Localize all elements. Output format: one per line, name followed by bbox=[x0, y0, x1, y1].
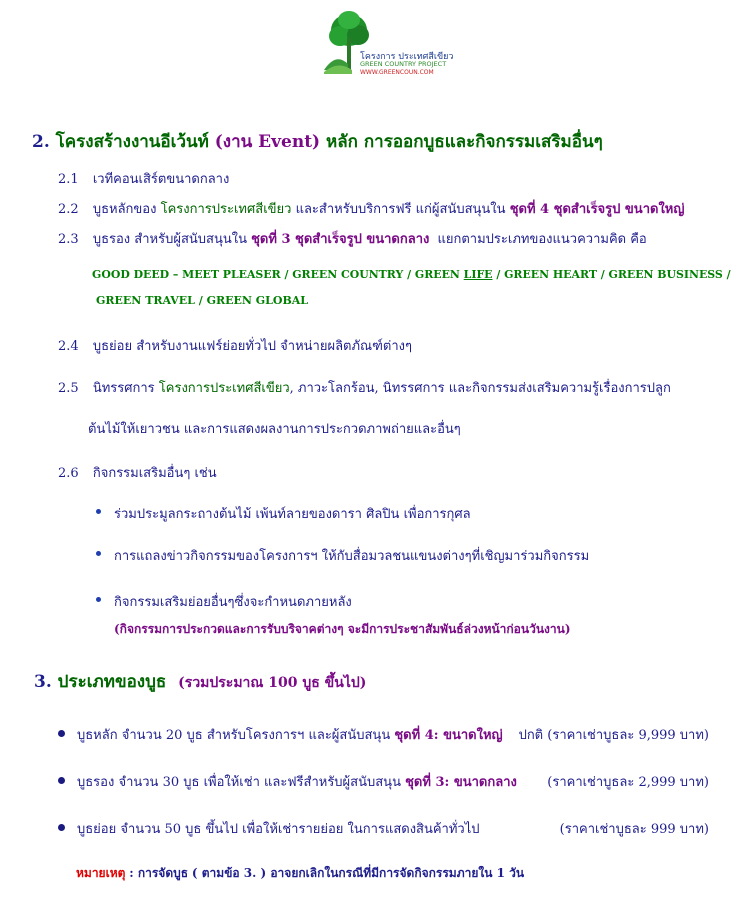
concept-tag-life: LIFE bbox=[463, 268, 493, 281]
logo-thai-name: โครงการ ประเทศสีเขียว bbox=[360, 52, 454, 62]
remark-text-a: : การจัดบูธ bbox=[129, 866, 189, 880]
item-2-2 bbox=[58, 198, 684, 219]
bullet-icon bbox=[96, 597, 101, 602]
item-2-4 bbox=[58, 335, 412, 356]
item-number: 2.1 bbox=[58, 172, 79, 187]
item-text: แยกตามประเภทของแนวความคิด คือ bbox=[437, 232, 647, 247]
item-2-6 bbox=[58, 462, 217, 483]
section3-title: ประเภทของบูธ bbox=[57, 672, 167, 692]
item-text: บูธหลักของ bbox=[92, 202, 157, 217]
item-number: 2.4 bbox=[58, 339, 79, 354]
section3-subtitle: (รวมประมาณ 100 บูธ ขึ้นไป) bbox=[178, 675, 367, 691]
logo-url: WWW.GREENCOUN.COM bbox=[360, 69, 434, 76]
item-text: บูธรอง สำหรับผู้สนับสนุนใน bbox=[92, 232, 247, 247]
item-text: กิจกรรมเสริมอื่นๆ เช่น bbox=[92, 466, 217, 481]
remark-text-b: ( ตามข้อ 3. ) อาจยกเลิกในกรณีที่มีการจัดกิจกรรมภายใน 1 วัน bbox=[191, 866, 525, 880]
booth-package: ชุดที่ 3: ขนาดกลาง bbox=[405, 775, 517, 790]
item-text: บูธย่อย สำหรับงานแฟร์ย่อยทั่วไป จำหน่ายผลิตภัณฑ์ต่างๆ bbox=[92, 339, 412, 354]
section3-heading bbox=[34, 668, 366, 695]
package-name: ชุดที่ 3 ชุดสำเร็จรูป ขนาดกลาง bbox=[251, 232, 430, 247]
item-number: 2.5 bbox=[58, 381, 79, 396]
item-2-5-line2: ต้นไม้ให้เยาวชน และการแสดงผลงานการประกวดภาพถ่ายและอื่นๆ bbox=[88, 422, 461, 437]
booth-price: ปกติ (ราคาเช่าบูธละ 9,999 บาท) bbox=[518, 728, 709, 743]
item-text: และสำหรับบริการฟรี แก่ผู้สนับสนุนใน bbox=[295, 202, 506, 217]
concept-tags-line2: GREEN TRAVEL / GREEN GLOBAL bbox=[96, 294, 309, 307]
item-2-1 bbox=[58, 168, 229, 189]
concept-tags: GOOD DEED – MEET PLEASER / GREEN COUNTRY / GREEN bbox=[92, 268, 460, 281]
concept-tags: / GREEN HEART / GREEN BUSINESS / bbox=[496, 268, 731, 281]
item-2-5 bbox=[58, 377, 671, 398]
bullet-icon bbox=[58, 730, 65, 737]
sub-item: ร่วมประมูลกระถางต้นไม้ เพ้นท์ลายของดารา ศิลปิน เพื่อการกุศล bbox=[114, 507, 471, 522]
section2-title-b: (งาน Event) bbox=[214, 132, 321, 152]
bullet-icon bbox=[96, 509, 101, 514]
item-text: เวทีคอนเสิร์ตขนาดกลาง bbox=[92, 172, 230, 187]
booth-price: (ราคาเช่าบูธละ 2,999 บาท) bbox=[547, 775, 709, 790]
green-country-logo bbox=[318, 8, 458, 80]
booth-package: ชุดที่ 4: ขนาดใหญ่ bbox=[394, 728, 503, 743]
logo-english-name: GREEN COUNTRY PROJECT bbox=[360, 60, 447, 68]
section2-number: 2. bbox=[32, 132, 50, 152]
booth-row bbox=[77, 724, 503, 745]
section3-number: 3. bbox=[34, 672, 52, 692]
item-number: 2.2 bbox=[58, 202, 79, 217]
booth-row bbox=[77, 771, 517, 792]
bullet-icon bbox=[58, 824, 65, 831]
sub-item-note: (กิจกรรมการประกวดและการรับบริจาคต่างๆ จะมีการประชาสัมพันธ์ล่วงหน้าก่อนวันงาน) bbox=[114, 622, 571, 636]
item-text: , ภาวะโลกร้อน, นิทรรศการ และกิจกรรมส่งเสริมความรู้เรื่องการปลูก bbox=[289, 381, 671, 396]
booth-desc: บูธหลัก จำนวน 20 บูธ สำหรับโครงการฯ และผู้สนับสนุน bbox=[77, 728, 391, 743]
item-number: 2.6 bbox=[58, 466, 79, 481]
section2-title-c: หลัก การออกบูธและกิจกรรมเสริมอื่นๆ bbox=[326, 132, 603, 152]
section2-title-a: โครงสร้างงานอีเว้นท์ bbox=[55, 132, 209, 152]
booth-desc: บูธย่อย จำนวน 50 บูธ ขึ้นไป เพื่อให้เช่ารายย่อย ในการแสดงสินค้าทั่วไป bbox=[77, 822, 480, 837]
bullet-icon bbox=[58, 777, 65, 784]
bullet-icon bbox=[96, 551, 101, 556]
item-2-3 bbox=[58, 228, 647, 249]
remark-line bbox=[76, 864, 524, 883]
project-name: โครงการประเทศสีเขียว bbox=[158, 381, 290, 396]
booth-row bbox=[77, 818, 480, 839]
sub-item: กิจกรรมเสริมย่อยอื่นๆซึ่งจะกำหนดภายหลัง bbox=[114, 595, 352, 610]
item-number: 2.3 bbox=[58, 232, 79, 247]
remark-label: หมายเหตุ bbox=[76, 866, 126, 880]
package-name: ชุดที่ 4 ชุดสำเร็จรูป ขนาดใหญ่ bbox=[509, 202, 685, 217]
item-text: นิทรรศการ bbox=[92, 381, 155, 396]
concept-tags-line1 bbox=[92, 268, 731, 281]
section2-heading bbox=[32, 128, 603, 155]
project-name: โครงการประเทศสีเขียว bbox=[160, 202, 292, 217]
booth-price: (ราคาเช่าบูธละ 999 บาท) bbox=[559, 822, 709, 837]
sub-item: การแถลงข่าวกิจกรรมของโครงการฯ ให้กับสื่อมวลชนแขนงต่างๆที่เชิญมาร่วมกิจกรรม bbox=[114, 549, 590, 564]
booth-desc: บูธรอง จำนวน 30 บูธ เพื่อให้เช่า และฟรีสำหรับผู้สนับสนุน bbox=[77, 775, 401, 790]
